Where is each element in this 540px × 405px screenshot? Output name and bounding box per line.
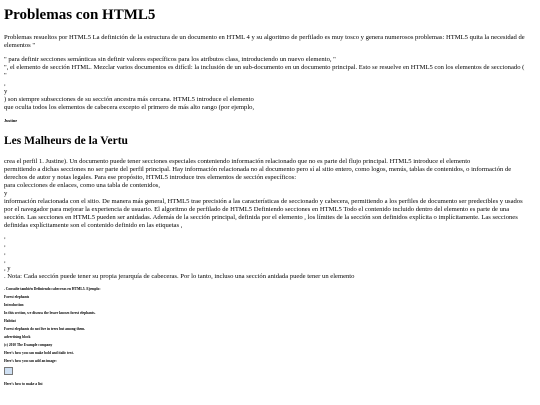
section-heading: Les Malheurs de la Vertu — [4, 134, 128, 147]
body-line-4: para colecciones de enlaces, como una tabla de contenidos, — [4, 181, 160, 189]
bold-italic-text: Here's how you can make bold and italic text. — [4, 350, 74, 355]
list-mark: , — [4, 248, 6, 256]
make-list-text: Here's how to make a list — [4, 381, 43, 386]
in-this-section-text: In this section, we discuss the lesser known forest elephants. — [4, 310, 96, 315]
body-line-8: sección. Las secciones en HTML5 pueden ser anidadas. Además de la sección principal, definida por el elemento , los límites de la sección son definidos explícita o implícitamente. Las secciones — [4, 213, 518, 221]
intro-line-1: Problemas resueltos por HTML5 La definición de la estructura de un documento en HTML 4 y su algoritmo de perfilado es muy tosco y genera numerosos problemas: HTML5 quita la necesidad de — [4, 34, 525, 41]
forest-elephants-heading: Forest elephants — [4, 294, 30, 299]
habitat-heading: Habitat — [4, 318, 16, 323]
block2-line-2: ", el elemento de sección HTML. Mezclar varios documentos es difícil: la inclusión de un sub-documento en un documento principal. Esto se resuelve en HTML5 con los elementos de seccionado ( — [4, 64, 525, 71]
list-mark: , — [4, 240, 6, 248]
block2-line-6: ) son siempre subsecciones de su sección ancestra más cercana. HTML5 introduce el elemento — [4, 96, 254, 103]
body-line-3: derechos de autor y notas legales. Para ese propósito, HTML5 introduce tres elementos de sección específicos: — [4, 173, 297, 181]
list-mark: , — [4, 256, 6, 264]
block2-line-1: " para definir secciones semánticas sin definir valores específicos para los atributos class, introduciendo un nuevo elemento, " — [4, 56, 336, 63]
copyright-text: (c) 2010 The Example company — [4, 342, 53, 347]
introduction-heading: Introduction — [4, 302, 24, 307]
body-line-1: crea el perfil 1. Justine). Un documento puede tener secciones especiales conteniendo información relacionado que no es parte del flujo principal. HTML5 introduce el elemento — [4, 157, 471, 165]
body-line-6: información relacionada con el sitio. De manera más general, HTML5 trae precisión a las características de seccionado y cabecera, permitiendo a los perfiles de documento ser predecibles y usados — [4, 197, 523, 205]
advertising-block: advertising block — [4, 334, 31, 339]
body-line-5: y — [4, 189, 8, 197]
list-mark: , — [4, 232, 6, 240]
block2-line-5: y — [4, 88, 8, 95]
body-line-2: permitiendo a dichas secciones no ser parte del perfil principal. Hay información relacionada no al documento pero sí al sitio entero, como logos, menús, tablas de contenidos, o información de — [4, 165, 512, 173]
nota-line: . Nota: Cada sección puede tener su propia jerarquía de cabeceras. Por lo tanto, incluso una sección anidada puede tener un elemento — [4, 272, 355, 280]
block2-line-3: " — [4, 72, 7, 79]
list-mark: , y — [4, 264, 11, 272]
intro-line-2: elementos " — [4, 42, 36, 49]
add-image-text: Here's how you can add an image: — [4, 358, 57, 363]
forest-live-text: Forest elephants do not live in trees but among them. — [4, 326, 86, 331]
consulte-line: . Consulte también Definiendo cabeceras en HTML5. Ejemplo: — [4, 286, 101, 291]
body-line-7: por el navegador para mejorar la experiencia de usuario. El algoritmo de perfilado de HTML5 Definiendo secciones en HTML5 Todo el contenido incluido dentro del elemento es parte de una — [4, 205, 510, 213]
body-line-9: definidas explícitamente son el contenido definido en las etiquetas , — [4, 221, 183, 229]
broken-image-icon — [4, 367, 13, 375]
page-title: Problemas con HTML5 — [4, 7, 156, 23]
justine-heading: Justine — [4, 118, 18, 123]
block2-line-4: , — [4, 80, 6, 87]
block2-line-7: que oculta todos los elementos de cabecera excepto el primero de más alto rango (por ejemplo, — [4, 104, 255, 111]
